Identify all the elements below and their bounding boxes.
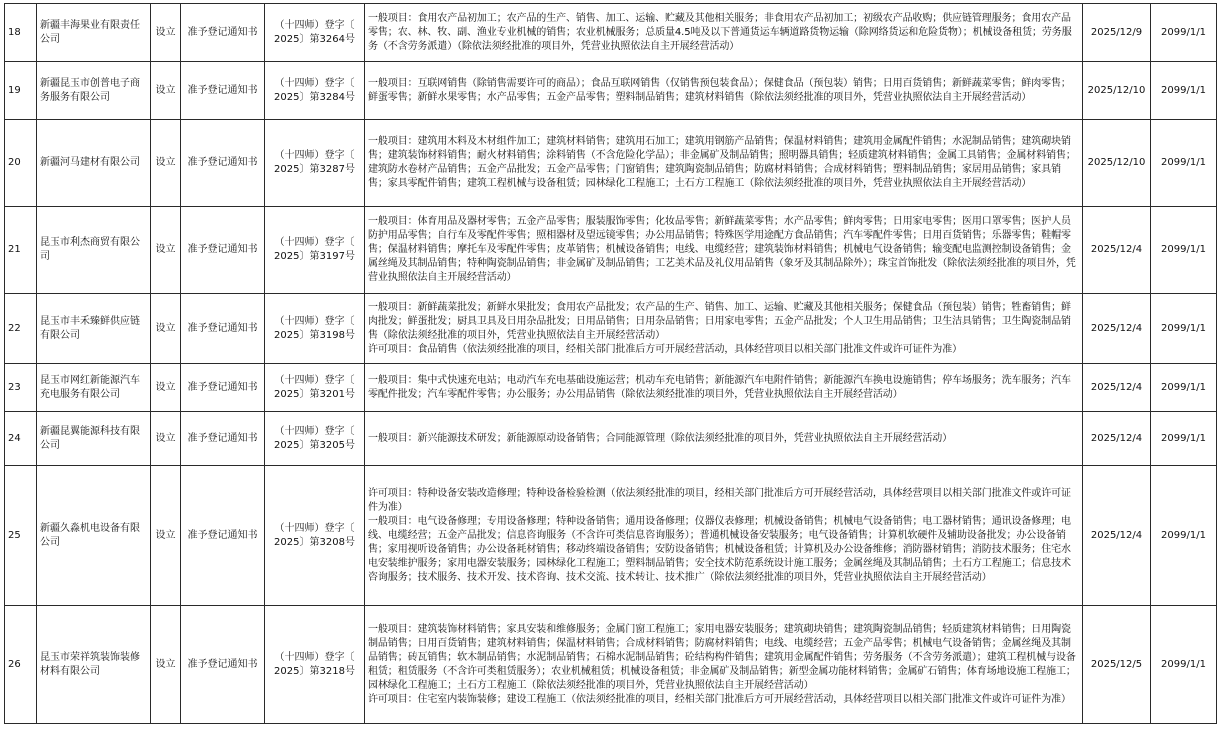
registration-number-cell — [265, 294, 365, 364]
business-scope-cell — [365, 62, 1083, 120]
company-name: 新疆昆翼能源科技有限公司 — [40, 425, 140, 451]
expiry-date-cell — [1151, 412, 1217, 466]
registration-number-line: （十四师）登字〔 — [274, 77, 355, 89]
expiry-date-cell — [1151, 364, 1217, 412]
registration-number-line: （十四师）登字〔 — [274, 315, 355, 327]
row-number: 20 — [8, 157, 21, 168]
notice-type-cell — [181, 364, 265, 412]
expiry-date-cell — [1151, 62, 1217, 120]
approval-date-cell — [1083, 412, 1151, 466]
company-name-cell — [37, 364, 151, 412]
registration-number-line: （十四师）登字〔 — [274, 651, 355, 663]
registration-number-line: 2025〕第3205号 — [274, 439, 355, 451]
business-scope-cell — [365, 120, 1083, 207]
registration-number-line: （十四师）登字〔 — [274, 19, 355, 31]
registration-type: 设立 — [155, 84, 176, 96]
expiry-date-cell — [1151, 606, 1217, 724]
table-row — [5, 294, 1217, 364]
approval-date: 2025/12/4 — [1090, 432, 1143, 444]
expiry-date-cell — [1151, 4, 1217, 62]
company-name-cell — [37, 4, 151, 62]
registration-type-cell — [151, 412, 181, 466]
row-number-cell — [5, 62, 37, 120]
registration-number-cell — [265, 364, 365, 412]
row-number: 25 — [8, 529, 21, 541]
row-number-cell — [5, 294, 37, 364]
business-scope-paragraph: 一般项目：互联网销售（除销售需要许可的商品）；食品互联网销售（仅销售预包装食品）；保健食品（预包装）销售；日用百货销售；新鲜蔬菜零售；鲜肉零售；鲜蛋零售；新鲜水果零售；水产品零售；五金产品零售；塑料制品销售；建筑材料销售（除依法须经批准的项目外，凭营业执照依法自主开展经营活动） — [368, 77, 1071, 103]
company-name-cell — [37, 120, 151, 207]
notice-type: 准予登记通知书 — [187, 84, 258, 96]
registration-number-line: 2025〕第3197号 — [274, 251, 355, 262]
company-name-cell — [37, 62, 151, 120]
row-number-cell — [5, 466, 37, 606]
row-number-cell — [5, 412, 37, 466]
row-number: 19 — [8, 84, 21, 96]
business-scope-paragraph: 一般项目：电气设备修理；专用设备修理；特种设备销售；通用设备修理；仪器仪表修理；机械设备销售；机械电气设备销售；电工器材销售；通讯设备修理；电线、电缆经营；五金产品批发；信息咨询服务（不含许可类信息咨询服务）；普通机械设备安装服务；电气设备销售；计算机软硬件及辅助设备批发；办公设备销售；家用视听设备销售；办公设备耗材销售；移动终端设备销售；安防设备销售；机械设备租赁；计算机及办公设备维修；消防器材销售；消防技术服务；住宅水电安装维护服务；家用电器安装服务；园林绿化工程施工；塑料制品销售；安全技术防范系统设计施工服务；金属丝绳及其制品销售；土石方工程施工；信息技术咨询服务；技术服务、技术开发、技术咨询、技术交流、技术转让、技术推广（除依法须经批准的项目外，凭营业执照依法自主开展经营活动） — [368, 515, 1071, 583]
expiry-date: 2099/1/1 — [1161, 658, 1206, 670]
approval-date: 2025/12/10 — [1087, 157, 1146, 168]
company-name: 昆玉市丰禾臻鲜供应链有限公司 — [40, 315, 140, 341]
approval-date: 2025/12/9 — [1090, 26, 1143, 38]
registration-type: 设立 — [155, 381, 176, 393]
table-row — [5, 364, 1217, 412]
business-scope-cell — [365, 412, 1083, 466]
expiry-date: 2099/1/1 — [1161, 322, 1206, 334]
table-body — [5, 4, 1217, 724]
approval-date-cell — [1083, 294, 1151, 364]
registration-number-cell — [265, 466, 365, 606]
approval-date-cell — [1083, 4, 1151, 62]
company-name: 昆玉市利杰商贸有限公司 — [40, 237, 140, 262]
registration-type: 设立 — [155, 26, 176, 38]
approval-date-cell — [1083, 62, 1151, 120]
business-scope-paragraph: 许可项目：住宅室内装饰装修；建设工程施工（依法须经批准的项目，经相关部门批准后方可开展经营活动，具体经营项目以相关部门批准文件或许可证件为准） — [368, 693, 1071, 705]
registration-number-cell — [265, 120, 365, 207]
notice-type: 准予登记通知书 — [187, 381, 258, 393]
registration-number-line: （十四师）登字〔 — [274, 425, 355, 437]
business-scope-paragraph: 一般项目：集中式快速充电站；电动汽车充电基础设施运营；机动车充电销售；新能源汽车电附件销售；新能源汽车换电设施销售；停车场服务；洗车服务；汽车零配件批发；汽车零配件零售；办公服务；办公用品销售（除依法须经批准的项目外，凭营业执照依法自主开展经营活动） — [368, 374, 1071, 400]
registration-number-cell — [265, 62, 365, 120]
expiry-date: 2099/1/1 — [1161, 84, 1206, 96]
row-number: 24 — [8, 432, 21, 444]
registration-type-cell — [151, 606, 181, 724]
approval-date-cell — [1083, 606, 1151, 724]
business-scope-paragraph: 一般项目：建筑装饰材料销售；家具安装和维修服务；金属门窗工程施工；家用电器安装服务；建筑砌块销售；建筑陶瓷制品销售；轻质建筑材料销售；日用陶瓷制品销售；日用百货销售；建筑材料销售；保温材料销售；合成材料销售；防腐材料销售；电线、电缆经营；五金产品零售；机械电气设备销售；金属丝绳及其制品销售；砖瓦销售；软木制品销售；水泥制品销售；石棉水泥制品销售；砼结构构件销售；建筑用金属配件销售；劳务服务（不含劳务派遣）；建筑工程机械与设备租赁；租赁服务（不含许可类租赁服务）；农业机械租赁；机械设备租赁；非金属矿及制品销售；新型金属功能材料销售；金属矿石销售；体育场地设施工程施工；园林绿化工程施工；土石方工程施工（除依法须经批准的项目外，凭营业执照依法自主开展经营活动） — [368, 623, 1076, 691]
approval-date-cell — [1083, 364, 1151, 412]
company-name-cell — [37, 412, 151, 466]
row-number: 23 — [8, 381, 21, 393]
approval-date: 2025/12/10 — [1087, 84, 1146, 96]
registration-type: 设立 — [155, 658, 176, 670]
business-scope-cell — [365, 606, 1083, 724]
registration-table — [4, 3, 1217, 724]
registration-type: 设立 — [155, 244, 176, 255]
approval-date: 2025/12/4 — [1090, 381, 1143, 393]
table-row — [5, 120, 1217, 207]
notice-type-cell — [181, 606, 265, 724]
row-number: 21 — [8, 244, 21, 255]
company-name-cell — [37, 294, 151, 364]
table-row — [5, 466, 1217, 606]
registration-type-cell — [151, 294, 181, 364]
business-scope-paragraph: 一般项目：新兴能源技术研发；新能源原动设备销售；合同能源管理（除依法须经批准的项目外，凭营业执照依法自主开展经营活动） — [368, 432, 953, 444]
business-scope-cell — [365, 207, 1083, 294]
table-row — [5, 4, 1217, 62]
table-row — [5, 62, 1217, 120]
registration-type: 设立 — [155, 529, 176, 541]
row-number-cell — [5, 364, 37, 412]
expiry-date: 2099/1/1 — [1161, 244, 1206, 255]
registration-number-line: 2025〕第3264号 — [274, 33, 355, 45]
registration-number-line: 2025〕第3201号 — [274, 388, 355, 400]
registration-type: 设立 — [155, 322, 176, 334]
company-name-cell — [37, 606, 151, 724]
row-number: 18 — [8, 26, 21, 38]
registration-number-line: （十四师）登字〔 — [274, 374, 355, 386]
approval-date: 2025/12/4 — [1090, 529, 1143, 541]
registration-number-line: 2025〕第3284号 — [274, 91, 355, 103]
company-name-cell — [37, 466, 151, 606]
registration-number-cell — [265, 606, 365, 724]
business-scope-cell — [365, 364, 1083, 412]
expiry-date-cell — [1151, 294, 1217, 364]
company-name: 昆玉市网红新能源汽车充电服务有限公司 — [40, 374, 140, 400]
expiry-date: 2099/1/1 — [1161, 157, 1206, 168]
business-scope-paragraph: 一般项目：建筑用木料及木材组件加工；建筑材料销售；建筑用石加工；建筑用钢筋产品销售；保温材料销售；建筑用金属配件销售；水泥制品销售；建筑砌块销售；建筑装饰材料销售；耐火材料销售；涂料销售（不含危险化学品）；非金属矿及制品销售；照明器具销售；轻质建筑材料销售；金属工具销售；金属材料销售；建筑防水卷材产品销售；五金产品批发；五金产品零售；门窗销售；建筑陶瓷制品销售；防腐材料销售；合成材料销售；塑料制品销售；家居用品销售；家具销售；家具零配件销售；建筑工程机械与设备租赁；园林绿化工程施工；土石方工程施工（除依法须经批准的项目外，凭营业执照依法自主开展经营活动） — [368, 136, 1076, 189]
expiry-date: 2099/1/1 — [1161, 26, 1206, 38]
registration-type-cell — [151, 466, 181, 606]
company-name: 昆玉市荣祥筑装饰装修材料有限公司 — [40, 651, 140, 677]
notice-type: 准予登记通知书 — [187, 157, 258, 168]
expiry-date: 2099/1/1 — [1161, 432, 1206, 444]
registration-type: 设立 — [155, 157, 176, 168]
registration-type: 设立 — [155, 432, 176, 444]
company-name: 新疆河马建材有限公司 — [40, 157, 140, 168]
notice-type-cell — [181, 4, 265, 62]
business-scope-paragraph: 一般项目：新鲜蔬菜批发；新鲜水果批发；食用农产品批发；农产品的生产、销售、加工、运输、贮藏及其他相关服务；保健食品（预包装）销售；牲畜销售；鲜肉批发；鲜蛋批发；厨具卫具及日用杂品批发；日用品销售；日用杂品销售；日用家电零售；五金产品批发；个人卫生用品销售；卫生洁具销售；卫生陶瓷制品销售（除依法须经批准的项目外，凭营业执照依法自主开展经营活动） — [368, 301, 1071, 341]
expiry-date-cell — [1151, 466, 1217, 606]
notice-type: 准予登记通知书 — [187, 432, 258, 444]
row-number: 22 — [8, 322, 21, 334]
registration-number-cell — [265, 207, 365, 294]
notice-type-cell — [181, 412, 265, 466]
company-name: 新疆昆玉市创普电子商务服务有限公司 — [40, 77, 140, 103]
expiry-date: 2099/1/1 — [1161, 381, 1206, 393]
registration-type-cell — [151, 120, 181, 207]
table-row — [5, 412, 1217, 466]
approval-date-cell — [1083, 207, 1151, 294]
notice-type-cell — [181, 207, 265, 294]
table-row — [5, 606, 1217, 724]
registration-number-cell — [265, 4, 365, 62]
row-number-cell — [5, 4, 37, 62]
notice-type: 准予登记通知书 — [187, 529, 258, 541]
notice-type-cell — [181, 466, 265, 606]
notice-type: 准予登记通知书 — [187, 322, 258, 334]
approval-date-cell — [1083, 466, 1151, 606]
notice-type: 准予登记通知书 — [187, 658, 258, 670]
approval-date: 2025/12/4 — [1090, 322, 1143, 334]
row-number-cell — [5, 207, 37, 294]
business-scope-paragraph: 一般项目：食用农产品初加工；农产品的生产、销售、加工、运输、贮藏及其他相关服务；非食用农产品初加工；初级农产品收购；供应链管理服务；食用农产品零售；农、林、牧、副、渔业专业机械的销售；农业机械服务；总质量4.5吨及以下普通货运车辆道路货物运输（除网络货运和危险货物）；机械设备租赁；劳务服务（不含劳务派遣）（除依法须经批准的项目外，凭营业执照依法自主开展经营活动） — [368, 12, 1072, 52]
registration-number-line: 2025〕第3208号 — [274, 536, 355, 548]
notice-type-cell — [181, 62, 265, 120]
row-number-cell — [5, 120, 37, 207]
registration-number-line: （十四师）登字〔 — [274, 237, 355, 248]
approval-date: 2025/12/5 — [1090, 658, 1143, 670]
notice-type: 准予登记通知书 — [187, 244, 258, 255]
business-scope-cell — [365, 294, 1083, 364]
registration-type-cell — [151, 4, 181, 62]
expiry-date: 2099/1/1 — [1161, 529, 1206, 541]
registration-number-line: 2025〕第3198号 — [274, 329, 355, 341]
business-scope-paragraph: 许可项目：特种设备安装改造修理；特种设备检验检测（依法须经批准的项目，经相关部门批准后方可开展经营活动，具体经营项目以相关部门批准文件或许可证件为准） — [368, 487, 1071, 513]
company-name-cell — [37, 207, 151, 294]
row-number: 26 — [8, 658, 21, 670]
business-scope-paragraph: 许可项目：食品销售（依法须经批准的项目，经相关部门批准后方可开展经营活动，具体经营项目以相关部门批准文件或许可证件为准） — [368, 343, 962, 355]
table-row — [5, 207, 1217, 294]
registration-number-line: 2025〕第3287号 — [274, 164, 355, 175]
registration-type-cell — [151, 207, 181, 294]
notice-type-cell — [181, 294, 265, 364]
approval-date: 2025/12/4 — [1090, 244, 1143, 255]
business-scope-cell — [365, 466, 1083, 606]
row-number-cell — [5, 606, 37, 724]
registration-type-cell — [151, 364, 181, 412]
expiry-date-cell — [1151, 207, 1217, 294]
registration-number-line: （十四师）登字〔 — [274, 150, 355, 161]
company-name: 新疆丰海果业有限责任公司 — [40, 19, 140, 45]
registration-type-cell — [151, 62, 181, 120]
business-scope-cell — [365, 4, 1083, 62]
notice-type-cell — [181, 120, 265, 207]
notice-type: 准予登记通知书 — [187, 26, 258, 38]
company-name: 新疆久淼机电设备有限公司 — [40, 522, 140, 548]
registration-number-line: （十四师）登字〔 — [274, 522, 355, 534]
expiry-date-cell — [1151, 120, 1217, 207]
registration-number-line: 2025〕第3218号 — [274, 665, 355, 677]
approval-date-cell — [1083, 120, 1151, 207]
registration-number-cell — [265, 412, 365, 466]
business-scope-paragraph: 一般项目：体育用品及器材零售；五金产品零售；服装服饰零售；化妆品零售；新鲜蔬菜零售；水产品零售；鲜肉零售；日用家电零售；医用口罩零售；医护人员防护用品零售；自行车及零配件零售；照相器材及望远镜零售；办公用品销售；特殊医学用途配方食品销售；汽车零配件零售；日用百货销售；乐器零售；鞋帽零售；保温材料销售；摩托车及零配件零售；皮革销售；机械设备销售；电线、电缆经营；建筑装饰材料销售；机械电气设备销售；输变配电监测控制设备销售；金属丝绳及其制品销售；特种陶瓷制品销售；非金属矿及制品销售；工艺美术品及礼仪用品销售（象牙及其制品除外）；珠宝首饰批发（除依法须经批准的项目外，凭营业执照依法自主开展经营活动） — [368, 216, 1076, 283]
